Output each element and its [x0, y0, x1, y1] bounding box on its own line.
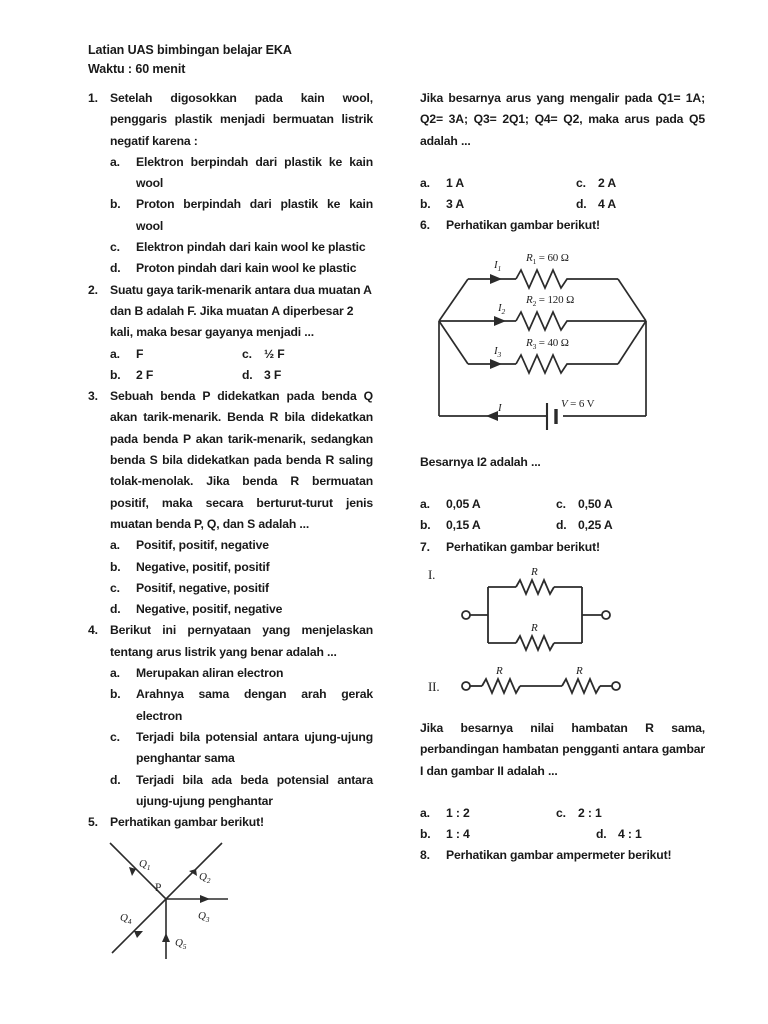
question-4-text: Berikut ini pernyataan yang menjelaskan tentang arus listrik yang benar adalah ...	[110, 623, 373, 659]
option-2b[interactable]	[110, 365, 153, 386]
option-3d-label: d.	[110, 602, 121, 617]
option-4d[interactable]	[110, 770, 373, 813]
option-7b-text: 1 : 4	[446, 827, 470, 842]
option-5d[interactable]	[576, 194, 616, 215]
option-1b-label: b.	[110, 197, 121, 212]
question-5-text: Perhatikan gambar berikut!	[110, 815, 264, 830]
current-label-i1: $I_1$	[494, 258, 502, 273]
left-branch-top	[439, 279, 468, 321]
question-3-number: 3.	[88, 389, 98, 404]
option-1c-text: Elektron pindah dari kain wool ke plastic	[136, 240, 366, 255]
option-1b-text: Proton berpindah dari plastik ke kain wool	[136, 197, 373, 233]
option-2b-text: 2 F	[136, 367, 154, 382]
question-8-number: 8.	[420, 848, 430, 863]
option-3c-text: Positif, negative, positif	[136, 580, 269, 595]
option-7a-label: a.	[420, 805, 430, 820]
current-label-i-total: I	[498, 401, 502, 414]
question-2-number: 2.	[88, 282, 98, 297]
option-4a-label: a.	[110, 666, 120, 681]
question-7-figure	[426, 563, 705, 708]
option-4a[interactable]	[110, 663, 373, 684]
current-label-i2: $I_2$	[498, 301, 506, 316]
right-branch-bottom	[618, 321, 646, 364]
question-3-text: Sebuah benda P didekatkan pada benda Q akan tarik-menarik. Benda R bila didekatkan pada benda P akan tarik-menarik, sedangkan benda S bila didekatkan pada benda R saling tolak-menolak. Jika benda R bermuatan positif, maka secara berturut-turut jenis muatan benda P, Q, dan S adalah ...	[110, 389, 373, 531]
current-junction-diagram	[98, 841, 373, 981]
option-4c[interactable]	[110, 727, 373, 770]
option-4b-text: Arahnya sama dengan arah gerak electron	[136, 687, 373, 723]
branch-q4-line	[112, 899, 166, 953]
option-1d-label: d.	[110, 261, 121, 276]
option-6c-text: 0,50 A	[578, 497, 613, 512]
option-7a-text: 1 : 2	[446, 805, 470, 820]
question-6-text: Perhatikan gambar berikut!	[446, 218, 600, 233]
right-branch-top	[618, 279, 646, 321]
option-5a-text: 1 A	[446, 175, 465, 190]
option-4c-label: c.	[110, 729, 120, 744]
question-2-option-row-2	[110, 365, 373, 386]
parallel-resistor-circuit	[428, 244, 700, 434]
option-2a[interactable]	[110, 344, 143, 365]
question-7-text: Perhatikan gambar berikut!	[446, 539, 600, 554]
question-4	[88, 620, 373, 812]
option-5c[interactable]	[576, 173, 616, 194]
option-5a[interactable]	[420, 173, 464, 194]
current-label-q5: $Q_5$	[175, 937, 187, 952]
current-label-q3: $Q_3$	[198, 910, 210, 925]
arrowhead-i1	[490, 274, 502, 284]
question-6-tail	[420, 452, 705, 537]
question-5-continuation	[420, 88, 705, 215]
d2-resistor1-zigzag	[482, 679, 520, 693]
current-label-q4: $Q_4$	[120, 912, 132, 927]
option-6c[interactable]	[556, 494, 613, 515]
question-5	[88, 812, 373, 833]
option-6a[interactable]	[420, 494, 481, 515]
d2-right-terminal	[612, 682, 620, 690]
left-branch-bottom	[439, 321, 468, 364]
source-label-v: V = 6 V	[561, 397, 595, 410]
option-1a[interactable]	[110, 152, 373, 195]
option-3a-text: Positif, positif, negative	[136, 538, 269, 553]
d1-resistor-top-label: R	[531, 565, 538, 578]
option-2d-label: d.	[242, 367, 253, 382]
option-1a-label: a.	[110, 154, 120, 169]
option-1d-text: Proton pindah dari kain wool ke plastic	[136, 261, 357, 276]
option-5b-text: 3 A	[446, 197, 465, 212]
header-duration: Waktu : 60 menit	[88, 62, 186, 76]
resistor-r1-zigzag	[516, 270, 572, 288]
arrowhead-i-total	[486, 411, 498, 421]
question-1-number: 1.	[88, 91, 98, 105]
option-2a-label: a.	[110, 346, 120, 361]
option-5c-label: c.	[576, 175, 586, 190]
question-1-options	[110, 152, 373, 280]
question-7	[420, 537, 705, 558]
option-7a[interactable]	[420, 803, 470, 824]
header-title: Latian UAS bimbingan belajar EKA	[88, 43, 292, 57]
option-5a-label: a.	[420, 175, 430, 190]
option-7c[interactable]	[556, 803, 602, 824]
question-7-tail	[420, 718, 705, 845]
resistor-r2-zigzag	[516, 312, 572, 330]
option-2d-text: 3 F	[264, 367, 282, 382]
question-6-option-row-1	[420, 494, 705, 515]
question-4-number: 4.	[88, 623, 98, 638]
option-7d-label: d.	[596, 827, 607, 842]
d2-resistor1-label: R	[496, 664, 503, 677]
option-6b[interactable]	[420, 515, 481, 536]
question-8-text: Perhatikan gambar ampermeter berikut!	[446, 848, 672, 863]
question-7-option-row-1	[420, 803, 705, 824]
option-4c-text: Terjadi bila potensial antara ujung-ujung penghantar sama	[136, 729, 373, 766]
question-5-option-row-2	[420, 194, 705, 215]
option-5b-label: b.	[420, 197, 431, 212]
resistor-r3-zigzag	[516, 355, 572, 373]
option-7d-text: 4 : 1	[618, 827, 642, 842]
option-7c-text: 2 : 1	[578, 805, 602, 820]
option-2d[interactable]	[242, 365, 281, 386]
resistor-networks-comparison	[426, 563, 696, 708]
document-header	[88, 41, 292, 79]
question-1-text: Setelah digosokkan pada kain wool, penggaris plastik menjadi bermuatan listrik negatif karena :	[110, 91, 373, 148]
d2-resistor2-zigzag	[562, 679, 600, 693]
current-label-i3: $I_3$	[494, 344, 502, 359]
option-4b-label: b.	[110, 687, 121, 702]
d2-resistor2-label: R	[576, 664, 583, 677]
right-column	[420, 88, 705, 867]
option-6d[interactable]	[556, 515, 613, 536]
question-3-options	[110, 535, 373, 620]
option-5b[interactable]	[420, 194, 464, 215]
option-1c[interactable]	[110, 237, 373, 258]
question-4-options	[110, 663, 373, 812]
option-3c-label: c.	[110, 580, 120, 595]
option-2c-label: c.	[242, 346, 252, 361]
option-3d[interactable]	[110, 599, 373, 620]
option-3c[interactable]	[110, 578, 373, 599]
option-3d-text: Negative, positif, negative	[136, 602, 283, 617]
option-1c-label: c.	[110, 240, 120, 255]
question-6-figure	[428, 244, 705, 434]
option-2c-text: ½ F	[264, 346, 285, 361]
question-1	[88, 88, 373, 280]
diagram-2-label: II.	[428, 678, 440, 694]
option-2b-label: b.	[110, 367, 121, 382]
option-4a-text: Merupakan aliran electron	[136, 666, 284, 681]
question-7-option-row-2	[420, 824, 705, 845]
option-1b[interactable]	[110, 194, 373, 237]
d1-left-terminal	[462, 611, 470, 619]
option-4b[interactable]	[110, 684, 373, 727]
d1-right-terminal	[602, 611, 610, 619]
question-2-text: Suatu gaya tarik-menarik antara dua muatan A dan B adalah F. Jika muatan A diperbesar 2 kali, maka besar gayanya menjadi ...	[110, 282, 372, 340]
resistor-label-r1: $R_1 = 60$ Ω	[526, 251, 569, 266]
option-3a[interactable]	[110, 535, 373, 556]
junction-label-p: P	[155, 882, 162, 895]
option-1d[interactable]	[110, 258, 373, 279]
option-1a-text: Elektron berpindah dari plastik ke kain wool	[136, 154, 373, 191]
option-6c-label: c.	[556, 497, 566, 512]
question-6-number: 6.	[420, 218, 430, 233]
current-label-q2: $Q_2$	[199, 871, 211, 886]
question-5-number: 5.	[88, 815, 98, 830]
option-3b[interactable]	[110, 557, 373, 578]
arrowhead-i2	[494, 316, 506, 326]
question-7-tail-text: Jika besarnya nilai hambatan R sama, perbandingan hambatan pengganti antara gambar I dan gambar II adalah ...	[420, 720, 705, 778]
question-6	[420, 215, 705, 236]
option-5d-label: d.	[576, 197, 587, 212]
option-2c[interactable]	[242, 344, 285, 365]
d1-resistor-bottom-zigzag	[516, 636, 554, 650]
question-5-figure	[98, 841, 373, 981]
option-6b-label: b.	[420, 518, 431, 533]
d1-resistor-top-zigzag	[516, 580, 554, 594]
option-7b-label: b.	[420, 827, 431, 842]
option-4d-label: d.	[110, 772, 121, 787]
arrowhead-q4	[134, 931, 143, 938]
arrowhead-q3	[200, 895, 210, 903]
option-7b[interactable]	[420, 824, 470, 845]
question-7-number: 7.	[420, 539, 430, 554]
arrowhead-i3	[490, 359, 502, 369]
question-2	[88, 280, 373, 386]
left-column	[88, 88, 373, 981]
option-3a-label: a.	[110, 538, 120, 553]
option-3b-label: b.	[110, 559, 121, 574]
question-8	[420, 845, 705, 866]
diagram-1-label: I.	[428, 566, 436, 582]
d2-left-terminal	[462, 682, 470, 690]
question-2-option-row-1	[110, 344, 373, 365]
arrowhead-q5	[162, 933, 170, 942]
current-label-q1: $Q_1$	[139, 858, 151, 873]
question-3	[88, 386, 373, 620]
option-6b-text: 0,15 A	[446, 518, 481, 533]
resistor-label-r2: $R_2 = 120$ Ω	[526, 293, 575, 308]
option-4d-text: Terjadi bila ada beda potensial antara ujung-ujung penghantar	[136, 772, 373, 808]
option-6a-label: a.	[420, 497, 430, 512]
d1-resistor-bottom-label: R	[531, 621, 538, 634]
option-6a-text: 0,05 A	[446, 497, 481, 512]
option-7d[interactable]	[596, 824, 642, 845]
question-6-tail-text: Besarnya I2 adalah ...	[420, 454, 541, 469]
option-6d-label: d.	[556, 518, 567, 533]
option-6d-text: 0,25 A	[578, 518, 613, 533]
question-6-option-row-2	[420, 515, 705, 536]
option-5d-text: 4 A	[598, 197, 617, 212]
option-3b-text: Negative, positif, positif	[136, 559, 270, 574]
question-5-continuation-text: Jika besarnya arus yang mengalir pada Q1= 1A; Q2= 3A; Q3= 2Q1; Q4= Q2, maka arus pada Q5 adalah ...	[420, 91, 705, 148]
option-7c-label: c.	[556, 805, 566, 820]
resistor-label-r3: $R_3 = 40$ Ω	[526, 336, 569, 351]
option-2a-text: F	[136, 346, 144, 361]
question-5-option-row-1	[420, 173, 705, 194]
option-5c-text: 2 A	[598, 175, 617, 190]
